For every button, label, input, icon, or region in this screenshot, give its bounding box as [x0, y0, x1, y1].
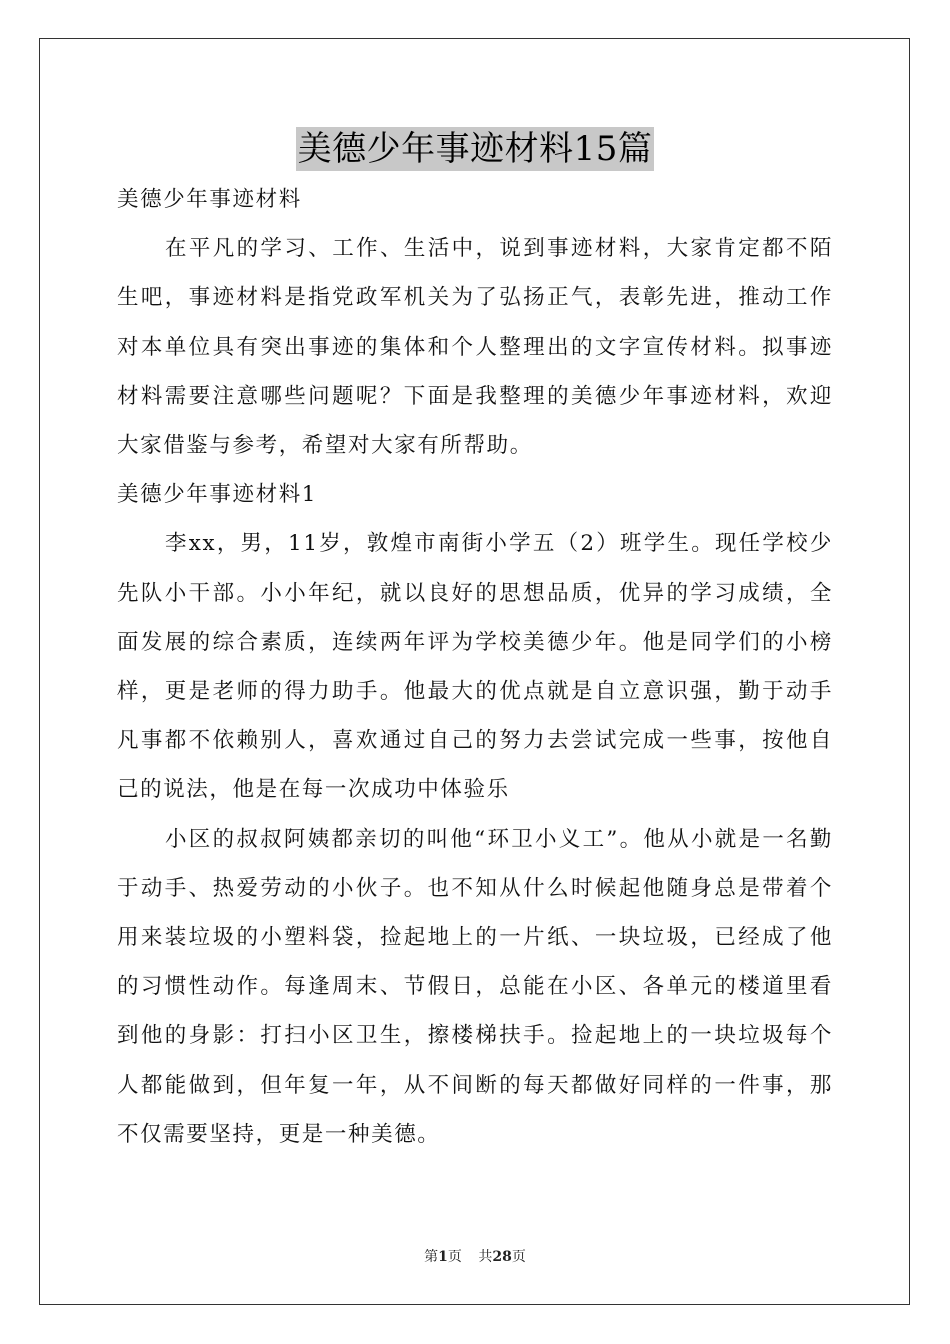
section1-paragraph-2: 小区的叔叔阿姨都亲切的叫他“环卫小义工”。他从小就是一名勤于动手、热爱劳动的小伙子。也不知从什么时候起他随身总是带着个用来装垃圾的小塑料袋，捡起地上的一片纸、一块垃圾，已经成了他的习惯性动作。每逢周末、节假日，总能在小区、各单元的楼道里看到他的身影：打扫小区卫生，擦楼梯扶手。捡起地上的一块垃圾每个人都能做到，但年复一年，从不间断的每天都做好同样的一件事，那不仅需要坚持，更是一种美德。 — [117, 826, 833, 1147]
total-pages: 28 — [492, 1249, 512, 1265]
page-prefix: 第 — [424, 1249, 439, 1265]
total-prefix: 共 — [478, 1249, 493, 1265]
page-suffix: 页 — [447, 1249, 462, 1265]
intro-paragraph: 在平凡的学习、工作、生活中，说到事迹材料，大家肯定都不陌生吧，事迹材料是指党政军机关为了弘扬正气，表彰先进，推动工作对本单位具有突出事迹的集体和个人整理出的文字宣传材料。拟事迹材料需要注意哪些问题呢？下面是我整理的美德少年事迹材料，欢迎大家借鉴与参考，希望对大家有所帮助。 — [117, 236, 833, 459]
total-indicator — [478, 1249, 525, 1265]
page-number: 1 — [438, 1249, 448, 1265]
title-container — [0, 127, 950, 171]
intro-heading: 美德少年事迹材料 — [117, 187, 302, 212]
section1-paragraph-1: 李xx，男，11岁，敦煌市南街小学五（2）班学生。现任学校少先队小干部。小小年纪，就以良好的思想品质，优异的学习成绩，全面发展的综合素质，连续两年评为学校美德少年。他是同学们的小榜样，更是老师的得力助手。他最大的优点就是自立意识强，勤于动手凡事都不依赖别人，喜欢通过自己的努力去尝试完成一些事，按他自己的说法，他是在每一次成功中体验乐 — [117, 531, 833, 803]
page-footer — [0, 1246, 950, 1266]
document-title: 美德少年事迹材料15篇 — [297, 129, 653, 169]
page-indicator — [424, 1249, 462, 1265]
document-body — [117, 175, 833, 1159]
section1-heading: 美德少年事迹材料1 — [117, 482, 318, 508]
total-suffix: 页 — [511, 1249, 526, 1265]
